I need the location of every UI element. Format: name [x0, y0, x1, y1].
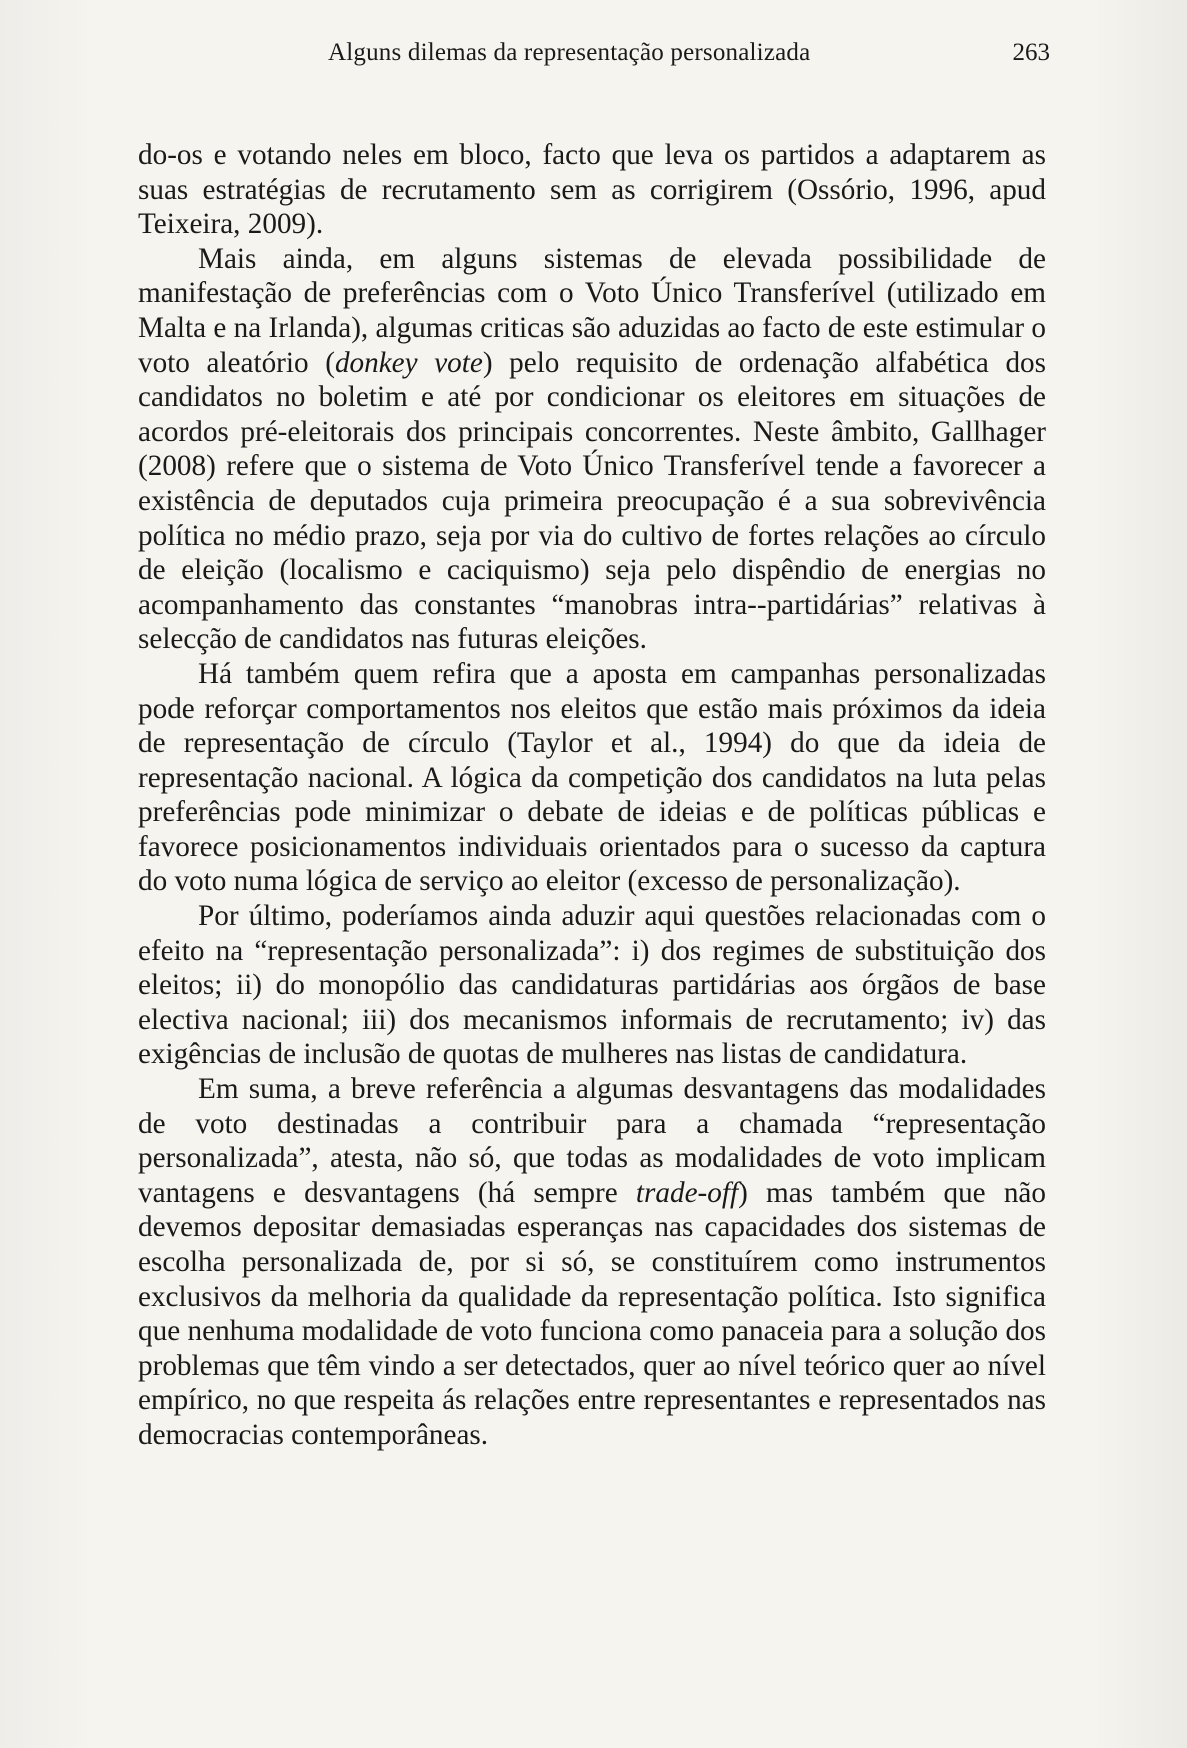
running-header — [150, 36, 1050, 72]
body-text — [138, 138, 1046, 1453]
italic-term-trade-off: trade-off — [635, 1176, 739, 1209]
italic-term-donkey-vote: donkey vote — [334, 346, 483, 379]
paragraph-2-part-2: ) pelo requisito de ordenação alfabética dos candidatos no boletim e até por condicionar os eleitores em situações de acordos pré-eleitorais dos principais concorrentes. Neste âmbito, Gallhager (2008) refere que o sistema de Voto Único Transferível tende a favorecer a existência de deputados cuja primeira preocupação é a sua sobrevivência política no médio prazo, seja por via do cultivo de fortes relações ao círculo de eleição (localismo e caciquismo) seja pelo dispêndio de energias no acompanhamento das constantes “manobras intra--partidárias” relativas à selecção de candidatos nas futuras eleições. — [138, 346, 1046, 656]
paragraph-5 — [138, 1072, 1046, 1453]
paragraph-2-part-1: Mais ainda, em alguns sistemas de elevada possibilidade de manifestação de preferências com o Voto Único Transferível (utilizado em Malta e na Irlanda), algumas criticas são aduzidas ao facto de este estimular o voto aleatório ( — [138, 242, 1046, 379]
paragraph-1: do-os e votando neles em bloco, facto que leva os partidos a adaptarem as suas estratégias de recrutamento sem as corrigirem (Ossório, 1996, apud Teixeira, 2009). — [138, 139, 1046, 241]
page-number: 263 — [1012, 39, 1050, 66]
paragraph-3: Há também quem refira que a aposta em campanhas personalizadas pode reforçar comportamentos nos eleitos que estão mais próximos da ideia de representação de círculo (Taylor et al., 1994) do que da ideia de representação nacional. A lógica da competição dos candidatos na luta pelas preferências pode minimizar o debate de ideias e de políticas públicas e favorece posicionamentos individuais orientados para o sucesso da captura do voto numa lógica de serviço ao eleitor (excesso de personalização). — [138, 657, 1046, 898]
paragraph-4: Por último, poderíamos ainda aduzir aqui questões relacionadas com o efeito na “representação personalizada”: i) dos regimes de substituição dos eleitos; ii) do monopólio das candidaturas partidárias aos órgãos de base electiva nacional; iii) dos mecanismos informais de recrutamento; iv) das exigências de inclusão de quotas de mulheres nas listas de candidatura. — [138, 900, 1046, 1071]
running-title: Alguns dilemas da representação personalizada — [328, 39, 811, 66]
paragraph-2 — [138, 242, 1046, 657]
paragraph-5-part-1: Em suma, a breve referência a algumas desvantagens das modalidades de voto destinadas a contribuir para a chamada “representação personalizada”, atesta, não só, que todas as modalidades de voto implicam vantagens e desvantagens (há sempre — [138, 1073, 1046, 1209]
paragraph-5-part-2: ) mas também que não devemos depositar demasiadas esperanças nas capacidades dos sistemas de escolha personalizada de, por si só, se constituírem como instrumentos exclusivos da melhoria da qualidade da representação política. Isto significa que nenhuma modalidade de voto funciona como panaceia para a solução dos problemas que têm vindo a ser detectados, quer ao nível teórico quer ao nível empírico, no que respeita ás relações entre representantes e representados nas democracias contemporâneas. — [138, 1176, 1046, 1451]
